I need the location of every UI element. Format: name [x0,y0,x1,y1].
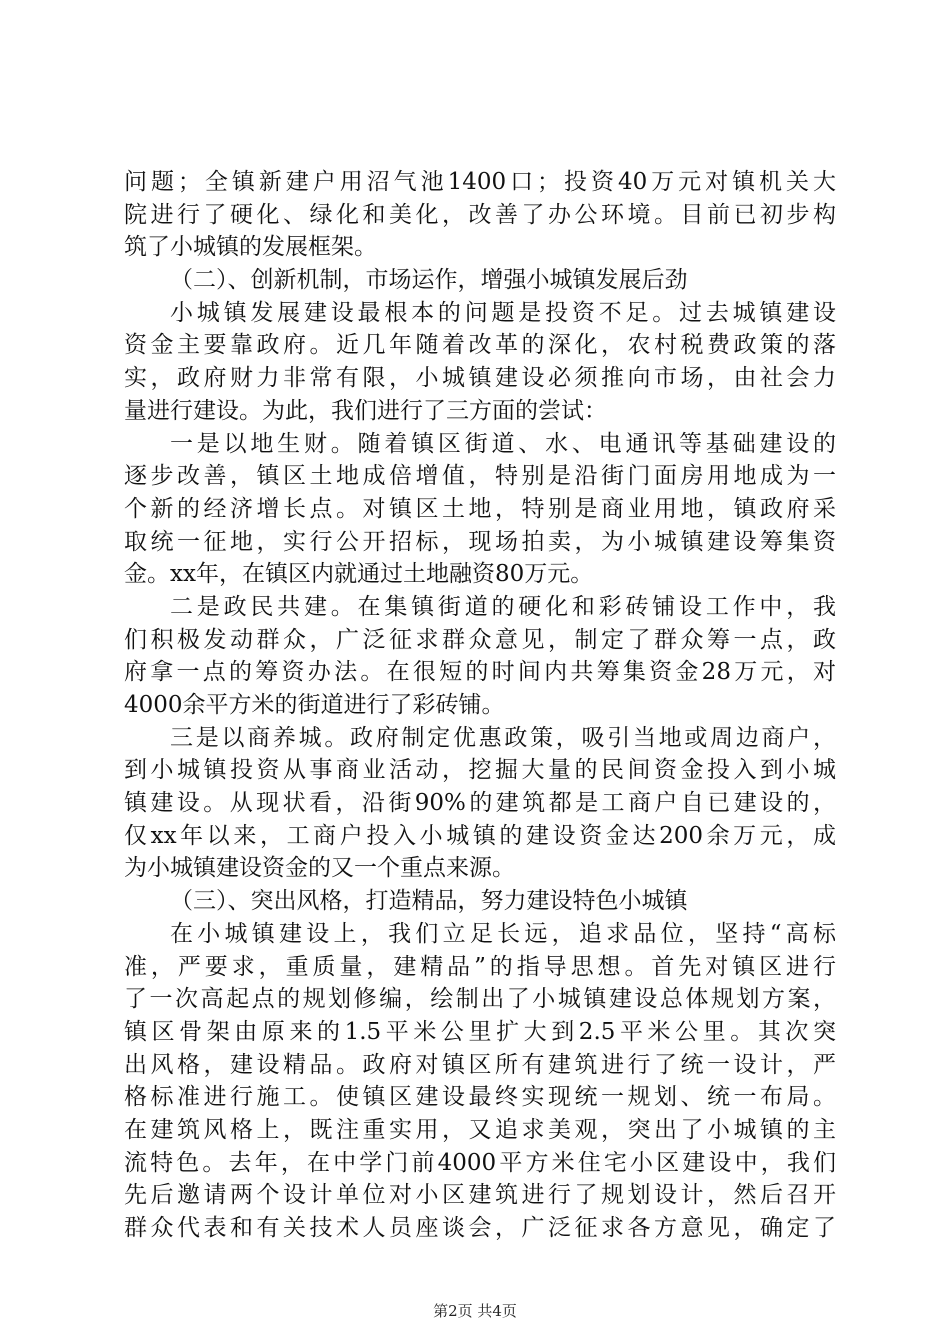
text-line: 准，严要求，重质量，建精品”的指导思想。首先对镇区进行 [124,953,836,980]
text-line: 在建筑风格上，既注重实用，又追求美观，突出了小城镇的主 [124,1116,836,1143]
text-line: 群众代表和有关技术人员座谈会，广泛征求各方意见，确定了 [124,1215,836,1241]
text-line: 到小城镇投资从事商业活动，挖掘大量的民间资金投入到小城 [124,757,836,784]
text-line: 镇建设。从现状看，沿街90%的建筑都是工商户自已建设的， [124,790,836,817]
paragraph-start-line: 小城镇发展建设最根本的问题是投资不足。过去城镇建设 [170,299,836,326]
text-line: 出风格，建设精品。政府对镇区所有建筑进行了统一设计，严 [124,1051,836,1078]
text-line: 4000余平方米的街道进行了彩砖铺。 [124,692,505,718]
text-line: 取统一征地，实行公开招标，现场拍卖，为小城镇建设筹集资 [124,528,836,555]
text-line: 府拿一点的筹资办法。在很短的时间内共筹集资金28万元，对 [124,659,836,686]
text-line: 格标准进行施工。使镇区建设最终实现统一规划、统一布局。 [124,1084,836,1111]
text-line: 资金主要靠政府。近几年随着改革的深化，农村税费政策的落 [124,332,836,359]
section-heading: （三）、突出风格，打造精品，努力建设特色小城镇 [170,888,688,915]
paragraph-start-line: 在小城镇建设上，我们立足长远，追求品位，坚持“高标 [170,920,836,947]
section-heading: （二）、创新机制，市场运作，增强小城镇发展后劲 [170,267,688,294]
text-line: 实，政府财力非常有限，小城镇建设必须推向市场，由社会力 [124,365,836,392]
text-line: 仅xx年以来，工商户投入小城镇的建设资金达200余万元，成 [124,822,836,849]
page-number-footer: 第2页 共4页 [433,1302,517,1320]
text-line: 了一次高起点的规划修编，绘制出了小城镇建设总体规划方案， [124,986,836,1013]
text-line: 们积极发动群众，广泛征求群众意见，制定了群众筹一点，政 [124,626,836,653]
text-line: 金。xx年，在镇区内就通过土地融资80万元。 [124,561,594,588]
document-body [124,166,836,1245]
text-line: 量进行建设。为此，我们进行了三方面的尝试： [124,397,607,424]
text-line: 个新的经济增长点。对镇区土地，特别是商业用地，镇政府采 [124,495,836,522]
text-line: 镇区骨架由原来的1.5平米公里扩大到2.5平米公里。其次突 [124,1018,836,1045]
text-line: 为小城镇建设资金的又一个重点来源。 [124,855,515,882]
paragraph-start-line: 三是以商养城。政府制定优惠政策，吸引当地或周边商户， [170,724,836,751]
text-line: 逐步改善，镇区土地成倍增值，特别是沿街门面房用地成为一 [124,463,836,490]
text-line: 问题；全镇新建户用沼气池1400口；投资40万元对镇机关大 [124,169,836,195]
text-line: 筑了小城镇的发展框架。 [124,234,377,261]
text-line: 流特色。去年，在中学门前4000平方米住宅小区建设中，我们 [124,1149,836,1176]
paragraph-start-line: 二是政民共建。在集镇街道的硬化和彩砖铺设工作中，我 [170,593,836,620]
text-line: 院进行了硬化、绿化和美化，改善了办公环境。目前已初步构 [124,201,836,228]
paragraph-start-line: 一是以地生财。随着镇区街道、水、电通讯等基础建设的 [170,430,836,457]
text-line: 先后邀请两个设计单位对小区建筑进行了规划设计，然后召开 [124,1182,836,1209]
